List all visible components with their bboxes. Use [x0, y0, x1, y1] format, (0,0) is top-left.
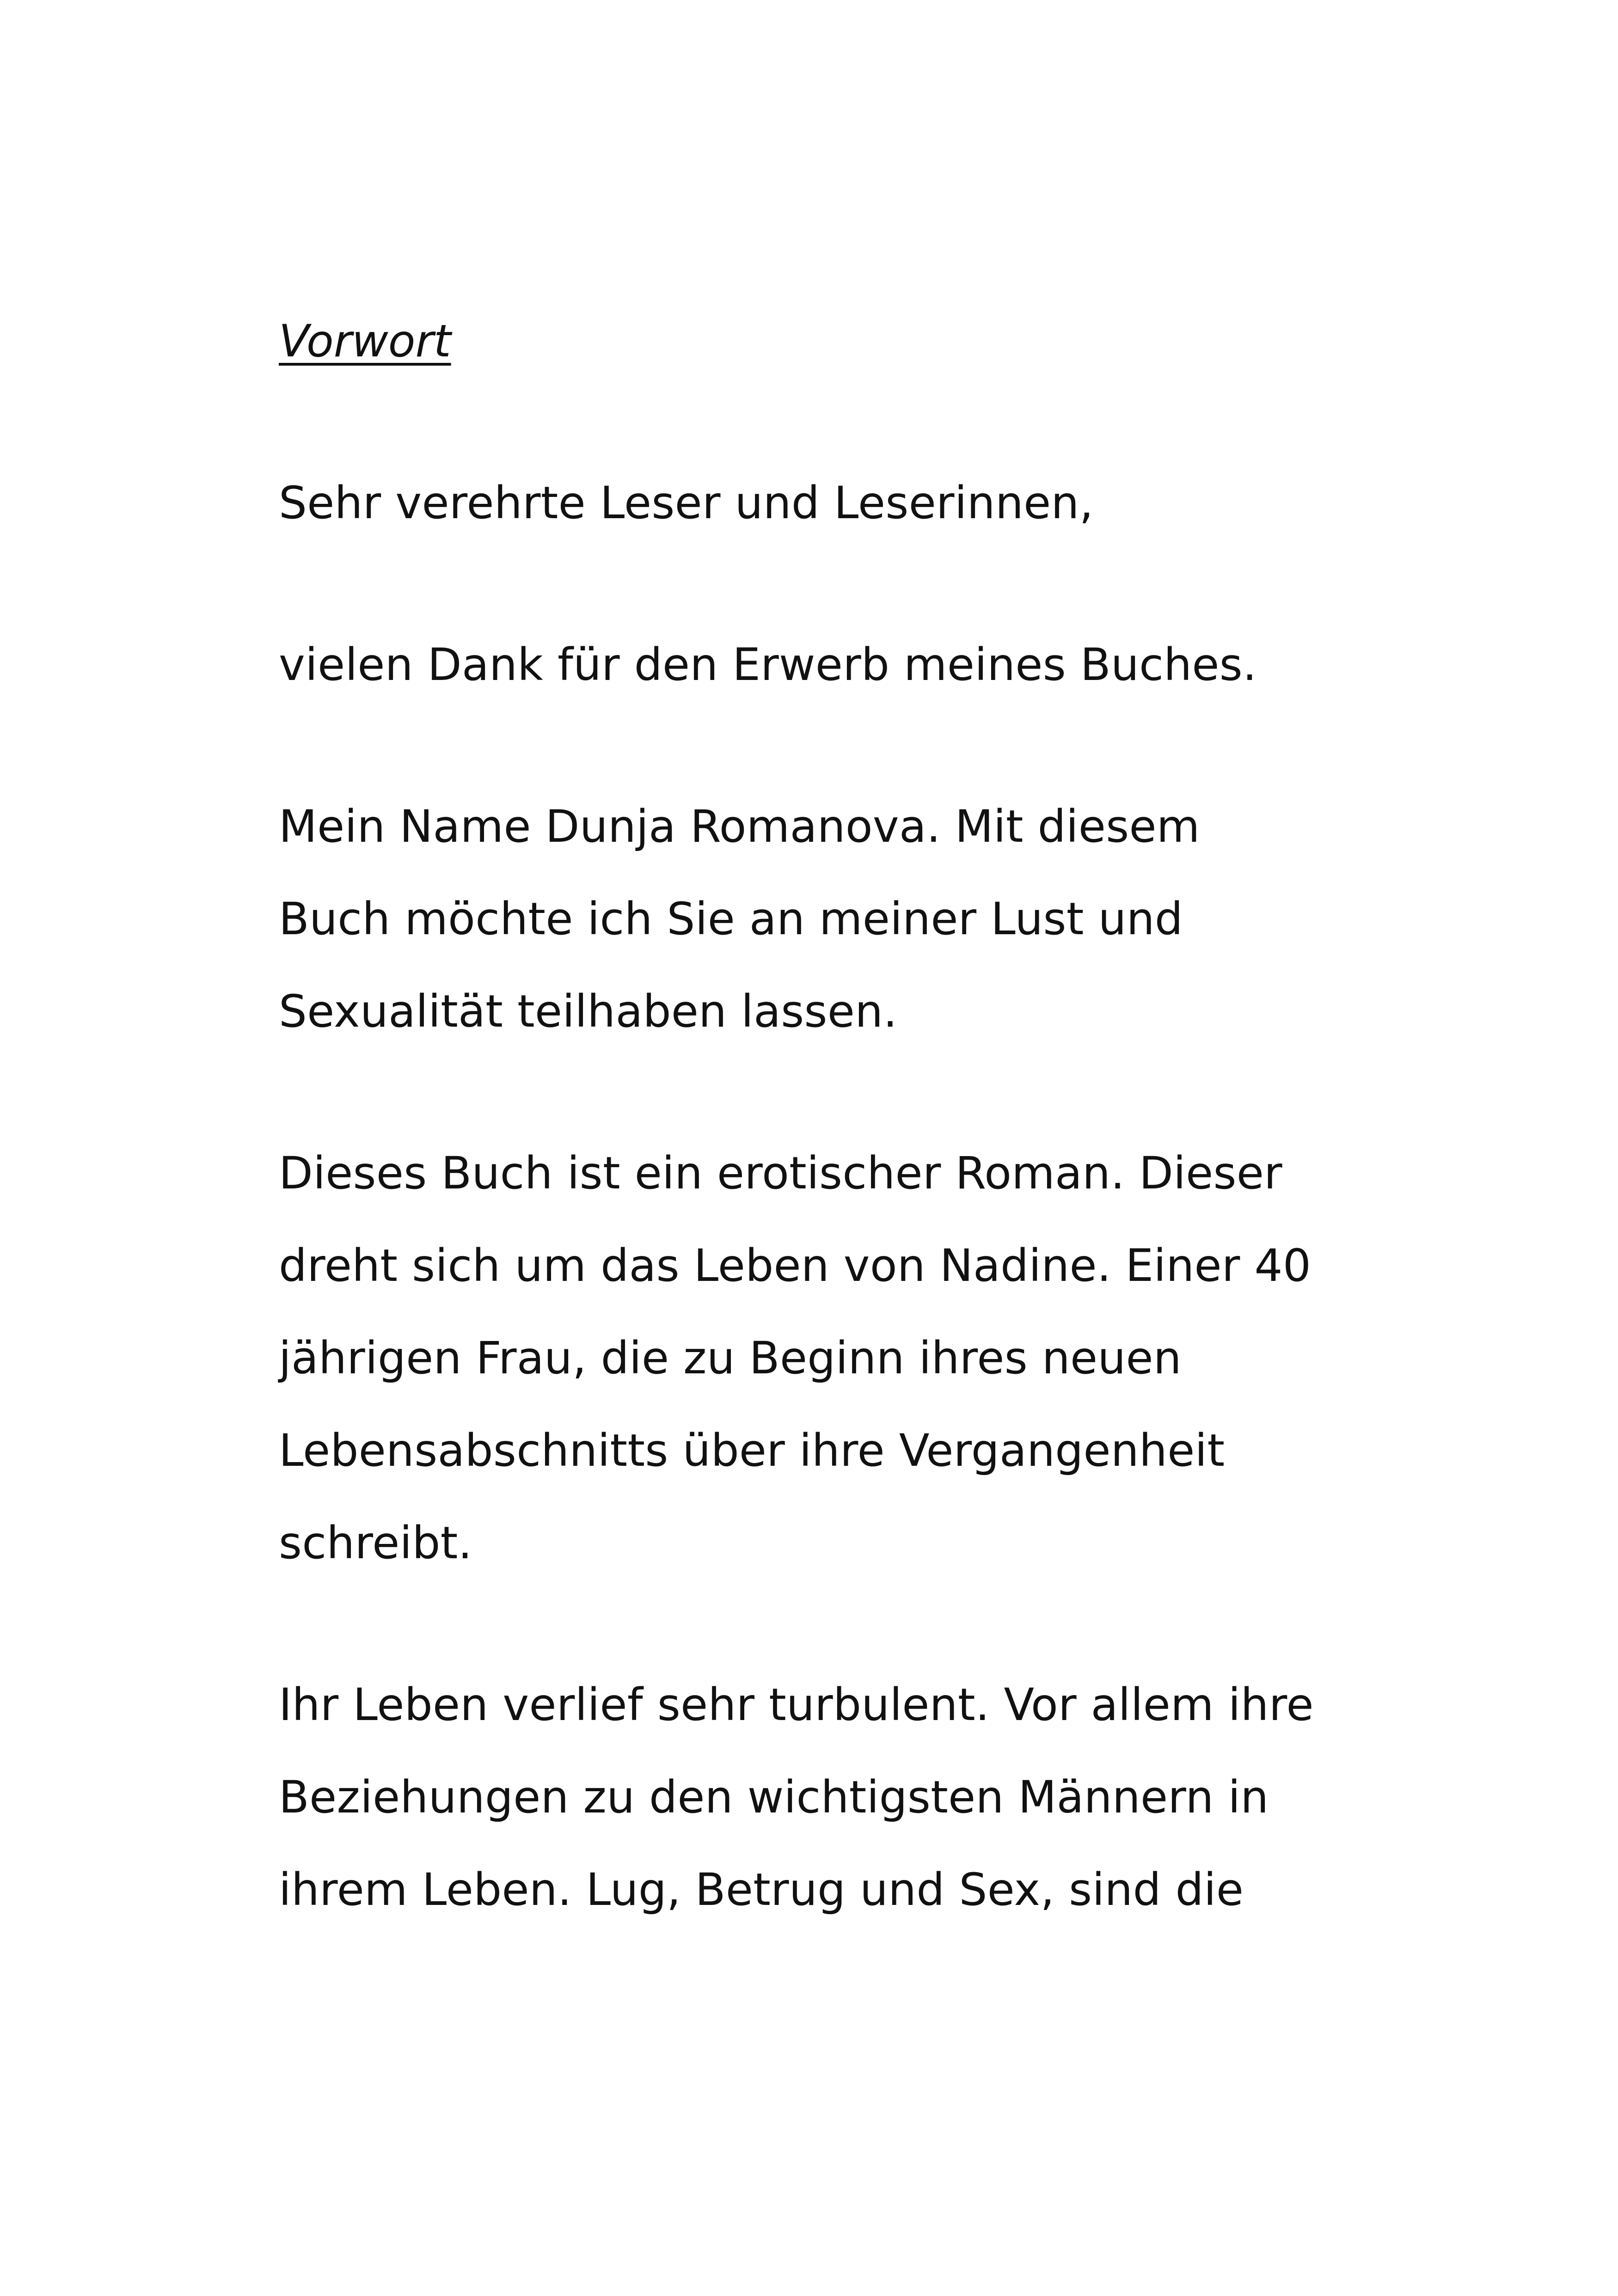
- paragraph-4-line-3: jährigen Frau, die zu Beginn ihres neuen: [279, 1332, 1182, 1384]
- paragraph-3-line-3: Sexualität teilhaben lassen.: [279, 986, 898, 1037]
- paragraph-2-line-1: vielen Dank für den Erwerb meines Buches.: [279, 639, 1257, 691]
- paragraph-3-line-2: Buch möchte ich Sie an meiner Lust und: [279, 893, 1183, 945]
- paragraph-5-line-3: ihrem Leben. Lug, Betrug und Sex, sind die: [279, 1864, 1244, 1916]
- paragraph-5-line-1: Ihr Leben verlief sehr turbulent. Vor allem ihre: [279, 1679, 1314, 1731]
- paragraph-4-line-1: Dieses Buch ist ein erotischer Roman. Dieser: [279, 1147, 1282, 1199]
- paragraph-4-line-4: Lebensabschnitts über ihre Vergangenheit: [279, 1425, 1225, 1476]
- paragraph-3-line-1: Mein Name Dunja Romanova. Mit diesem: [279, 801, 1200, 852]
- paragraph-4-line-5: schreibt.: [279, 1517, 472, 1569]
- paragraph-1-line-1: Sehr verehrte Leser und Leserinnen,: [279, 477, 1094, 529]
- section-heading: Vorwort: [279, 315, 451, 367]
- paragraph-4-line-2: dreht sich um das Leben von Nadine. Einer 40: [279, 1240, 1312, 1292]
- paragraph-5-line-2: Beziehungen zu den wichtigsten Männern in: [279, 1771, 1269, 1823]
